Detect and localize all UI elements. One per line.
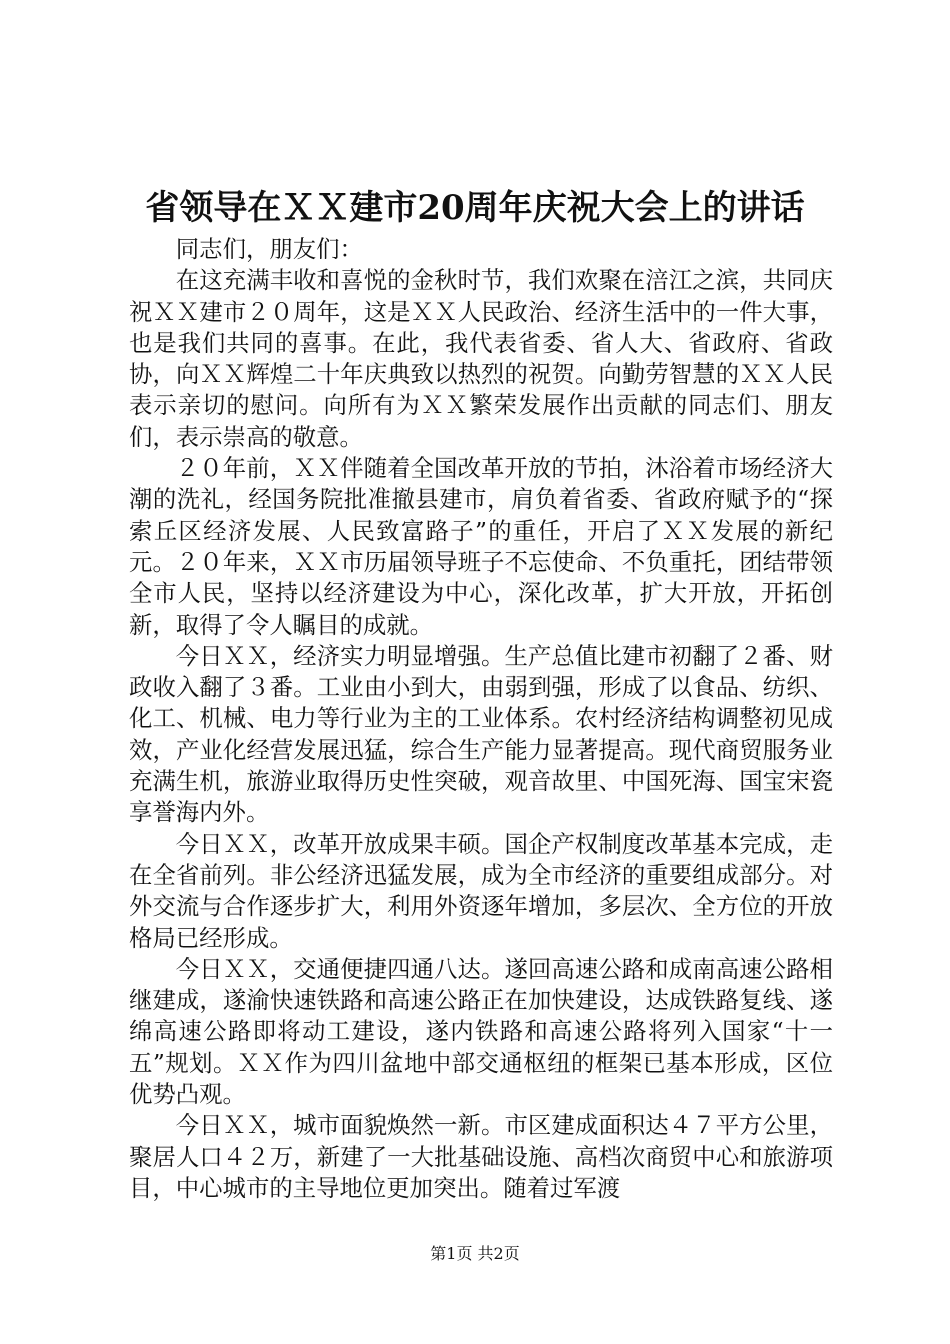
paragraph: ２０年前，ＸＸ伴随着全国改革开放的节拍，沐浴着市场经济大潮的洗礼，经国务院批准撤县建市，肩负着省委、省政府赋予的“探索丘区经济发展、人民致富路子”的重任，开启了ＸＸ发展的新纪元。２０年来，ＸＸ市历届领导班子不忘使命、不负重托，团结带领全市人民，坚持以经济建设为中心，深化改革，扩大开放，开拓创新，取得了令人瞩目的成就。	[129, 454, 833, 639]
paragraph: 在这充满丰收和喜悦的金秋时节，我们欢聚在涪江之滨，共同庆祝ＸＸ建市２０周年，这是ＸＸ人民政治、经济生活中的一件大事，也是我们共同的喜事。在此，我代表省委、省人大、省政府、省政协，向ＸＸ辉煌二十年庆典致以热烈的祝贺。向勤劳智慧的ＸＸ人民表示亲切的慰问。向所有为ＸＸ繁荣发展作出贡献的同志们、朋友们，表示崇高的敬意。	[129, 266, 833, 451]
paragraph: 今日ＸＸ，改革开放成果丰硕。国企产权制度改革基本完成，走在全省前列。非公经济迅猛发展，成为全市经济的重要组成部分。对外交流与合作逐步扩大，利用外资逐年增加，多层次、全方位的开放格局已经形成。	[129, 829, 833, 952]
document-title: 省领导在ＸＸ建市20周年庆祝大会上的讲话	[145, 188, 805, 228]
paragraph: 今日ＸＸ，交通便捷四通八达。遂回高速公路和成南高速公路相继建成，遂渝快速铁路和高速公路正在加快建设，达成铁路复线、遂绵高速公路即将动工建设，遂内铁路和高速公路将列入国家“十一五”规划。ＸＸ作为四川盆地中部交通枢纽的框架已基本形成，区位优势凸观。	[129, 954, 833, 1109]
paragraph: 今日ＸＸ，城市面貌焕然一新。市区建成面积达４７平方公里，聚居人口４２万，新建了一大批基础设施、高档次商贸中心和旅游项目，中心城市的主导地位更加突出。随着过军渡	[129, 1111, 833, 1202]
page-footer: 第1页 共2页	[430, 1244, 520, 1263]
paragraph-greeting: 同志们，朋友们：	[175, 235, 363, 263]
paragraph: 今日ＸＸ，经济实力明显增强。生产总值比建市初翻了２番、财政收入翻了３番。工业由小到大，由弱到强，形成了以食品、纺织、化工、机械、电力等行业为主的工业体系。农村经济结构调整初见成效，产业化经营发展迅猛，综合生产能力显著提高。现代商贸服务业充满生机，旅游业取得历史性突破，观音故里、中国死海、国宝宋瓷享誉海内外。	[129, 641, 833, 827]
document-body	[129, 234, 833, 1204]
